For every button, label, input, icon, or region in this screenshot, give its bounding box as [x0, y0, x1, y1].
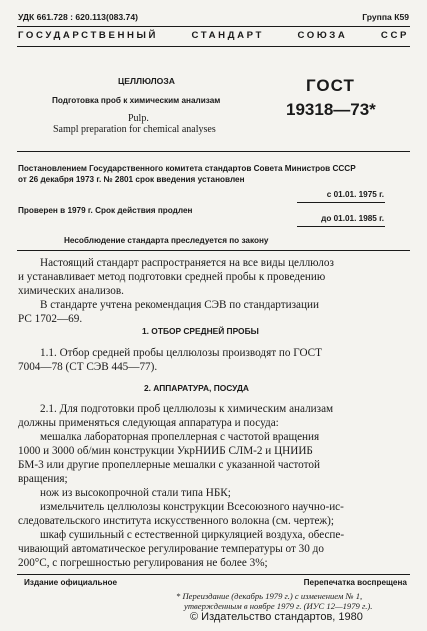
udk-code: УДК 661.728 : 620.113(083.74): [18, 12, 138, 22]
intro-p1-line-1: Настоящий стандарт распространяется на все виды целлюлоз: [40, 257, 334, 269]
reissue-note-line-1: * Переиздание (декабрь 1979 г.) с изменением № 1,: [176, 591, 363, 601]
gost-label: ГОСТ: [306, 76, 355, 95]
intro-p1-line-2: и устанавливает метод подготовки средней пробы к проведению: [18, 271, 326, 283]
intro-p2-line-2: РС 1702—69.: [18, 313, 83, 325]
decree-extension-date: до 01.01. 1985 г.: [321, 214, 384, 223]
legal-warning: Несоблюдение стандарта преследуется по закону: [64, 236, 269, 245]
section-1-line-2: 7004—78 (СТ СЭВ 445—77).: [18, 361, 158, 373]
intro-p1-line-3: химических анализов.: [18, 285, 124, 297]
reprint-prohibited: Перепечатка воспрещена: [303, 578, 407, 587]
section-2-line-12: 200°С, с погрешностью регулирования не более 3%;: [18, 557, 268, 569]
intro-p2-line-1: В стандарте учтена рекомендация СЭВ по стандартизации: [40, 299, 319, 311]
section-2-line-10: шкаф сушильный с естественной циркуляцией воздуха, обеспе-: [40, 529, 345, 541]
decree-line-2: от 26 декабря 1973 г. № 2801 срок введения установлен: [18, 175, 245, 184]
header-top-rule: [17, 26, 410, 27]
state-standard-banner: ГОСУДАРСТВЕННЫЙ СТАНДАРТ СОЮЗА ССР: [18, 30, 409, 41]
section-2-line-11: чивающий автоматическое регулирование температуры от 30 до: [18, 543, 324, 555]
section-1-line-1: 1.1. Отбор средней пробы целлюлозы производят по ГОСТ: [40, 347, 322, 359]
section-2-line-9: следовательского института искусственного волокна (см. чертеж);: [18, 515, 334, 527]
header-bottom-rule: [17, 46, 410, 47]
section-2-line-8: измельчитель целлюлозы конструкции Всесоюзного научно-ис-: [40, 501, 344, 513]
extension-date-underline: [297, 226, 385, 227]
official-edition: Издание официальное: [24, 578, 118, 587]
section-2-line-5: БМ-3 или другие пропеллерные мешалки с указанной частотой: [18, 459, 320, 471]
group-code: Группа К59: [362, 12, 409, 22]
decree-separator-rule: [17, 250, 410, 251]
title-ru-main: ЦЕЛЛЮЛОЗА: [118, 76, 175, 86]
reissue-note-line-2: утвержденным в ноябре 1979 г. (ИУС 12—1979 г.).: [184, 601, 373, 611]
decree-checked: Проверен в 1979 г. Срок действия продлен: [18, 206, 193, 215]
title-en-main: Pulp.: [128, 113, 149, 124]
section-1-heading: 1. ОТБОР СРЕДНЕЙ ПРОБЫ: [142, 326, 259, 336]
footer-rule: [17, 574, 410, 575]
decree-start-date: с 01.01. 1975 г.: [326, 190, 384, 199]
title-en-sub: Sampl preparation for chemical analyses: [53, 124, 216, 135]
section-2-line-7: нож из высокопрочной стали типа НБК;: [40, 487, 231, 499]
section-2-line-2: должны применяться следующая аппаратура и посуда:: [18, 417, 279, 429]
section-2-line-6: вращения;: [18, 473, 68, 485]
section-2-heading: 2. АППАРАТУРА, ПОСУДА: [144, 383, 249, 393]
section-2-line-4: 1000 и 3000 об/мин конструкции УкрНИИБ СЛМ-2 и ЦНИИБ: [18, 445, 313, 457]
title-ru-sub: Подготовка проб к химическим анализам: [52, 96, 221, 105]
start-date-underline: [297, 202, 385, 203]
title-separator-rule: [17, 151, 410, 152]
decree-line-1: Постановлением Государственного комитета стандартов Совета Министров СССР: [18, 164, 356, 173]
section-2-line-1: 2.1. Для подготовки проб целлюлозы к химическим анализам: [40, 403, 334, 415]
publisher-copyright: © Издательство стандартов, 1980: [190, 611, 363, 623]
section-2-line-3: мешалка лабораторная пропеллерная с частотой вращения: [40, 431, 320, 443]
gost-number: 19318—73*: [286, 100, 376, 119]
